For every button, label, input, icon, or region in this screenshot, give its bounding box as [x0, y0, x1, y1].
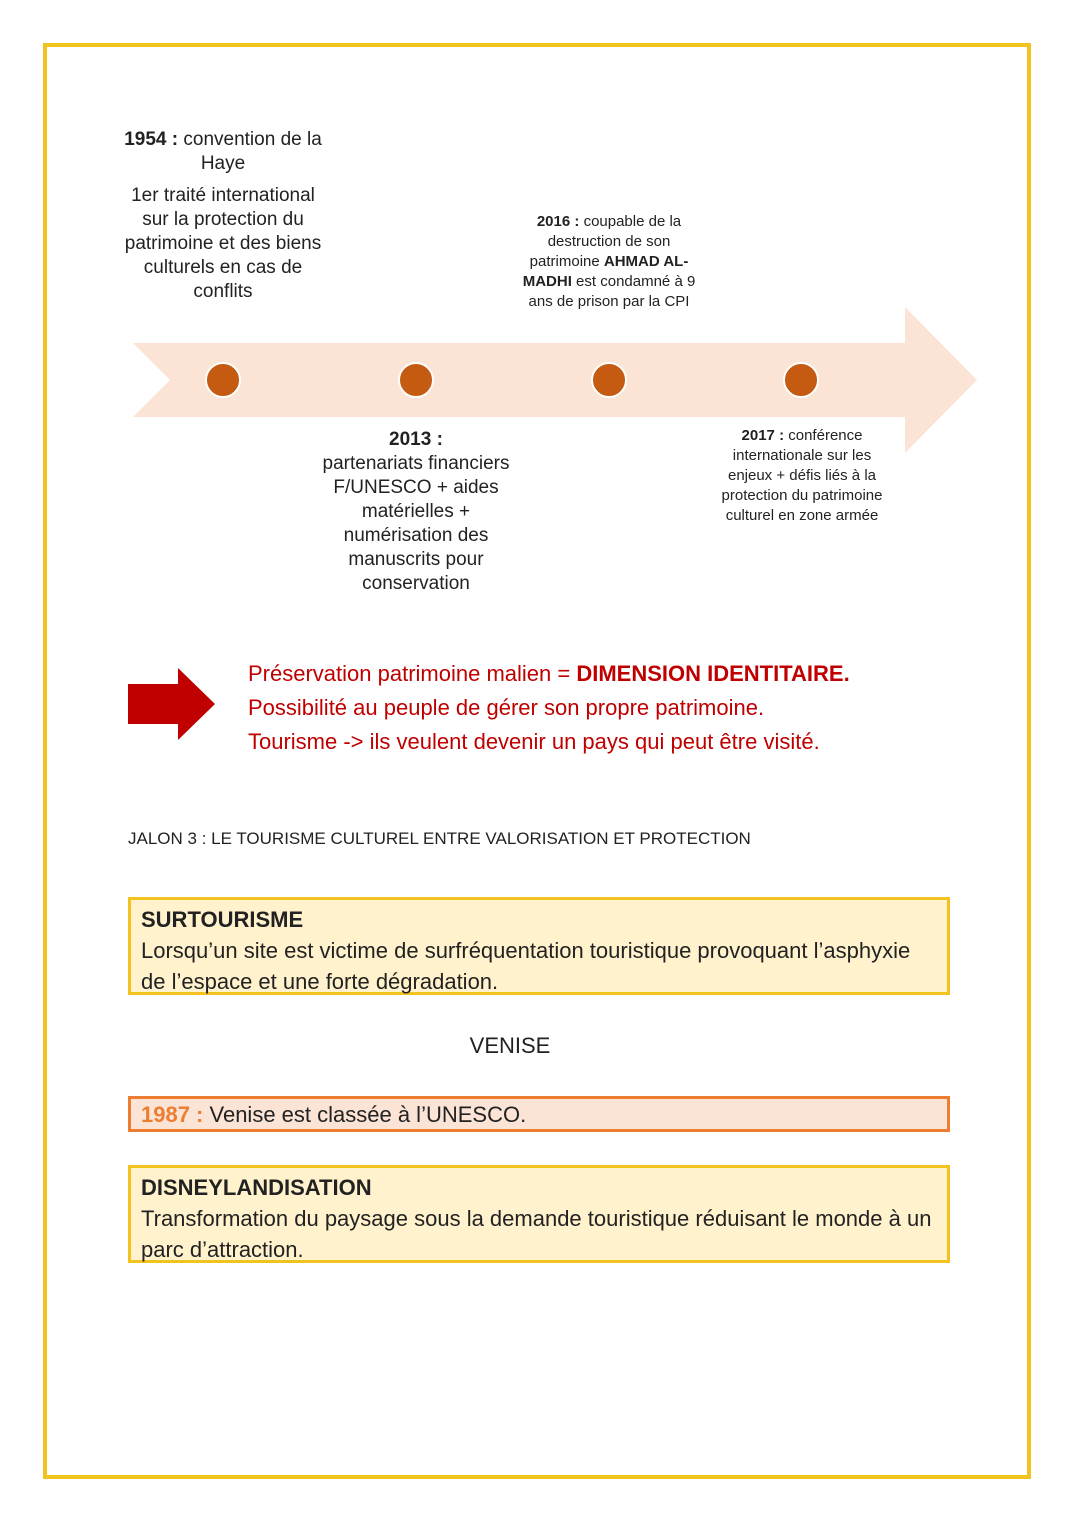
section-title: JALON 3 : LE TOURISME CULTUREL ENTRE VALORISATION ET PROTECTION	[128, 829, 751, 848]
definition-text: Transformation du paysage sous la demande touristique réduisant le monde à un parc d’attraction.	[141, 1206, 932, 1262]
definition-term: SURTOURISME	[141, 907, 304, 932]
conclusion-line3: Tourisme -> ils veulent devenir un pays qui peut être visité.	[248, 729, 820, 754]
conclusion-text	[248, 657, 948, 759]
definition-text: Lorsqu’un site est victime de surfréquentation touristique provoquant l’asphyxie de l’espace et une forte dégradation.	[141, 938, 911, 994]
definition-box-disneylandisation	[128, 1165, 950, 1263]
event-year: 2017	[741, 427, 775, 444]
conclusion-line1: Préservation patrimoine malien =	[248, 661, 577, 686]
timeline-event-2013: 2013 : partenariats financiers F/UNESCO + aides matérielles + numérisation des manuscrits pour conservation	[320, 428, 512, 596]
event-text-after: est condamné à 9 ans de prison par la CPI	[528, 273, 696, 310]
timeline-dot-2016	[592, 363, 626, 397]
right-arrow-icon	[128, 668, 215, 740]
event-text: conférence internationale sur les enjeux + défis liés à la protection du patrimoine culturel en zone armée	[721, 427, 883, 524]
timeline-event-1954: 1954 : convention de la Haye 1er traité international sur la protection du patrimoine et des biens culturels en cas de conflits	[124, 129, 322, 302]
event-text: convention de la Haye	[183, 129, 322, 174]
timeline-dot-1954	[206, 363, 240, 397]
event-year: 2013	[389, 429, 432, 450]
timeline-event-2017: 2017 : conférence internationale sur les enjeux + défis liés à la protection du patrimoine culturel en zone armée	[721, 427, 883, 524]
event-year: 2016	[536, 213, 571, 230]
date-year: 1987 :	[141, 1102, 204, 1127]
event-person-name: AHMAD AL-MADHI	[522, 253, 689, 290]
venise-heading: VENISE	[469, 1033, 551, 1058]
timeline-dot-2017	[784, 363, 818, 397]
timeline-dot-2013	[399, 363, 433, 397]
event-year: 1954	[124, 129, 167, 150]
timeline-event-2016: 2016 : coupable de la destruction de son patrimoine AHMAD AL-MADHI est condamné à 9 ans de prison par la CPI	[522, 213, 696, 310]
definition-term: DISNEYLANDISATION	[141, 1175, 372, 1200]
definition-box-surtourisme	[128, 897, 950, 995]
event-text: partenariats financiers F/UNESCO + aides matérielles + numérisation des manuscrits pour conservation	[322, 453, 510, 594]
venise-date-box	[128, 1096, 950, 1132]
event-text: coupable de la destruction de son patrimoine	[529, 213, 682, 270]
event-detail: 1er traité international sur la protection du patrimoine et des biens culturels en cas de conflits	[124, 185, 322, 302]
conclusion-emphasis: DIMENSION IDENTITAIRE.	[576, 661, 850, 686]
date-text: Venise est classée à l’UNESCO.	[203, 1102, 527, 1127]
conclusion-line2: Possibilité au peuple de gérer son propre patrimoine.	[248, 695, 765, 720]
